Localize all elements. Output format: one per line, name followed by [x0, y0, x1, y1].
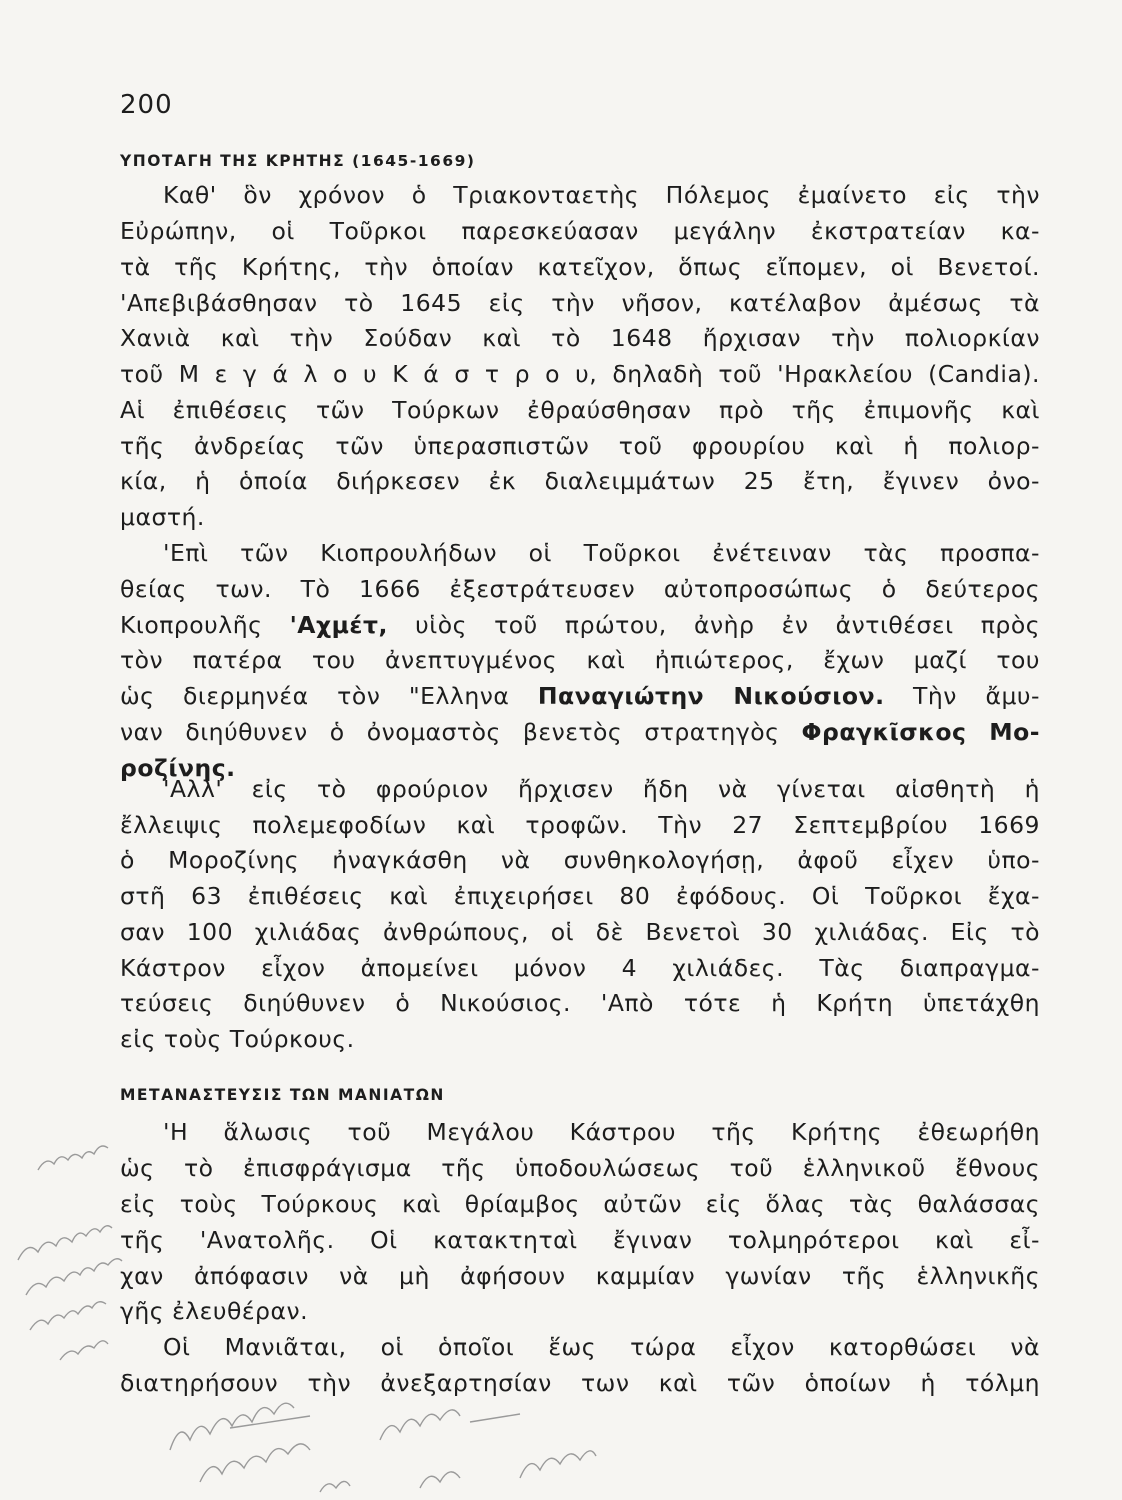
bold-name-achmet: 'Αχμέτ, [289, 611, 388, 639]
text-line: τῆς 'Ανατολῆς. Οἱ κατακτηταὶ ἔγιναν τολμηρότεροι καὶ εἶ- [120, 1226, 1040, 1254]
text-line: Οἱ Μανιᾶται, οἱ ὁποῖοι ἕως τώρα εἶχον κατορθώσει νὰ [163, 1333, 1040, 1361]
bold-name-morosini-cont: ροζίνης. [120, 754, 236, 782]
text-line: τῆς ἀνδρείας τῶν ὑπερασπιστῶν τοῦ φρουρίου καὶ ἡ πολιορ- [120, 432, 1040, 460]
bold-name-morosini: Φραγκῖσκος Μο- [801, 718, 1040, 746]
text-line: θείας των. Τὸ 1666 ἐξεστράτευσεν αὐτοπροσώπως ὁ δεύτερος [120, 575, 1040, 603]
text-line: τοῦ Μ ε γ ά λ ο υ Κ ά σ τ ρ ο υ, δηλαδὴ τοῦ 'Ηρακλείου (Candia). [120, 360, 1040, 388]
text-run: ὡς διερμηνέα τὸν "Ελληνα [120, 682, 538, 710]
text-line: 'Αλλ' εἰς τὸ φρούριον ἤρχισεν ἤδη νὰ γίνεται αἰσθητὴ ἡ [163, 775, 1040, 803]
text-line: εἰς τοὺς Τούρκους καὶ θρίαμβος αὐτῶν εἰς ὅλας τὰς θαλάσσας [120, 1190, 1040, 1218]
text-line: χαν ἀπόφασιν νὰ μὴ ἀφήσουν καμμίαν γωνίαν τῆς ἑλληνικῆς [120, 1262, 1040, 1290]
text-line [120, 607, 1040, 643]
text-line: Εὐρώπην, οἱ Τοῦρκοι παρεσκεύασαν μεγάλην ἐκστρατείαν κα- [120, 217, 1040, 245]
text-line: τεύσεις διηύθυνεν ὁ Νικούσιος. 'Απὸ τότε ἡ Κρήτη ὑπετάχθη [120, 989, 1040, 1017]
text-line [120, 714, 1040, 750]
text-line: Κάστρον εἶχον ἀπομείνει μόνον 4 χιλιάδες. Τὰς διαπραγμα- [120, 954, 1040, 982]
bold-name-panagiotis: Παναγιώτην Νικούσιον. [537, 682, 885, 710]
text-line: ἔλλειψις πολεμεφοδίων καὶ τροφῶν. Τὴν 27 Σεπτεμβρίου 1669 [120, 811, 1040, 839]
text-run: Τὴν ἄμυ- [884, 682, 1040, 710]
section-heading-maniates: ΜΕΤΑΝΑΣΤΕΥΣΙΣ ΤΩΝ ΜΑΝΙΑΤΩΝ [120, 1086, 445, 1104]
text-line: 'Απεβιβάσθησαν τὸ 1645 εἰς τὴν νῆσον, κατέλαβον ἀμέσως τὰ [120, 289, 1040, 317]
handwriting-scribble-bottom [170, 1403, 596, 1492]
text-line: στῆ 63 ἐπιθέσεις καὶ ἐπιχειρήσει 80 ἐφόδους. Οἱ Τοῦρκοι ἔχα- [120, 882, 1040, 910]
text-line: Αἱ ἐπιθέσεις τῶν Τούρκων ἐθραύσθησαν πρὸ τῆς ἐπιμονῆς καὶ [120, 396, 1040, 424]
text-line: τὰ τῆς Κρήτης, τὴν ὁποίαν κατεῖχον, ὅπως εἴπομεν, οἱ Βενετοί. [120, 253, 1040, 281]
text-line: Χανιὰ καὶ τὴν Σούδαν καὶ τὸ 1648 ἤρχισαν τὴν πολιορκίαν [120, 324, 1040, 352]
text-line: 'Επὶ τῶν Κιοπρουλήδων οἱ Τοῦρκοι ἐνέτειναν τὰς προσπα- [163, 539, 1040, 567]
handwriting-scribble-margin [18, 1146, 122, 1360]
text-line [120, 678, 1040, 714]
text-line: 'Η ἅλωσις τοῦ Μεγάλου Κάστρου τῆς Κρήτης ἐθεωρήθη [163, 1118, 1040, 1146]
text-line: κία, ἡ ὁποία διήρκεσεν ἐκ διαλειμμάτων 25 ἔτη, ἔγινεν ὀνο- [120, 467, 1040, 495]
text-line: σαν 100 χιλιάδας ἀνθρώπους, οἱ δὲ Βενετοὶ 30 χιλιάδας. Εἰς τὸ [120, 918, 1040, 946]
text-line: ὡς τὸ ἐπισφράγισμα τῆς ὑποδουλώσεως τοῦ ἑλληνικοῦ ἔθνους [120, 1154, 1040, 1182]
text-line: μαστή. [120, 503, 205, 531]
text-line: εἰς τοὺς Τούρκους. [120, 1025, 355, 1053]
text-line: γῆς ἐλευθέραν. [120, 1297, 309, 1325]
text-run: Κιοπρουλῆς [120, 611, 290, 639]
text-run: υἱὸς τοῦ πρώτου, ἀνὴρ ἐν ἀντιθέσει πρὸς [387, 611, 1040, 639]
text-run: ναν διηύθυνεν ὁ ὀνομαστὸς βενετὸς στρατηγὸς [120, 718, 802, 746]
text-line: ὁ Μοροζίνης ἠναγκάσθη νὰ συνθηκολογήσῃ, ἀφοῦ εἶχεν ὑπο- [120, 846, 1040, 874]
text-line: διατηρήσουν τὴν ἀνεξαρτησίαν των καὶ τῶν ὁποίων ἡ τόλμη [120, 1369, 1040, 1397]
page-number: 200 [120, 90, 173, 120]
section-heading-crete: ΥΠΟΤΑΓΗ ΤΗΣ ΚΡΗΤΗΣ (1645-1669) [120, 152, 476, 170]
text-line: Καθ' ὃν χρόνον ὁ Τριακονταετὴς Πόλεμος ἐμαίνετο εἰς τὴν [163, 181, 1040, 209]
text-line: τὸν πατέρα του ἀνεπτυγμένος καὶ ἠπιώτερος, ἔχων μαζί του [120, 646, 1040, 674]
